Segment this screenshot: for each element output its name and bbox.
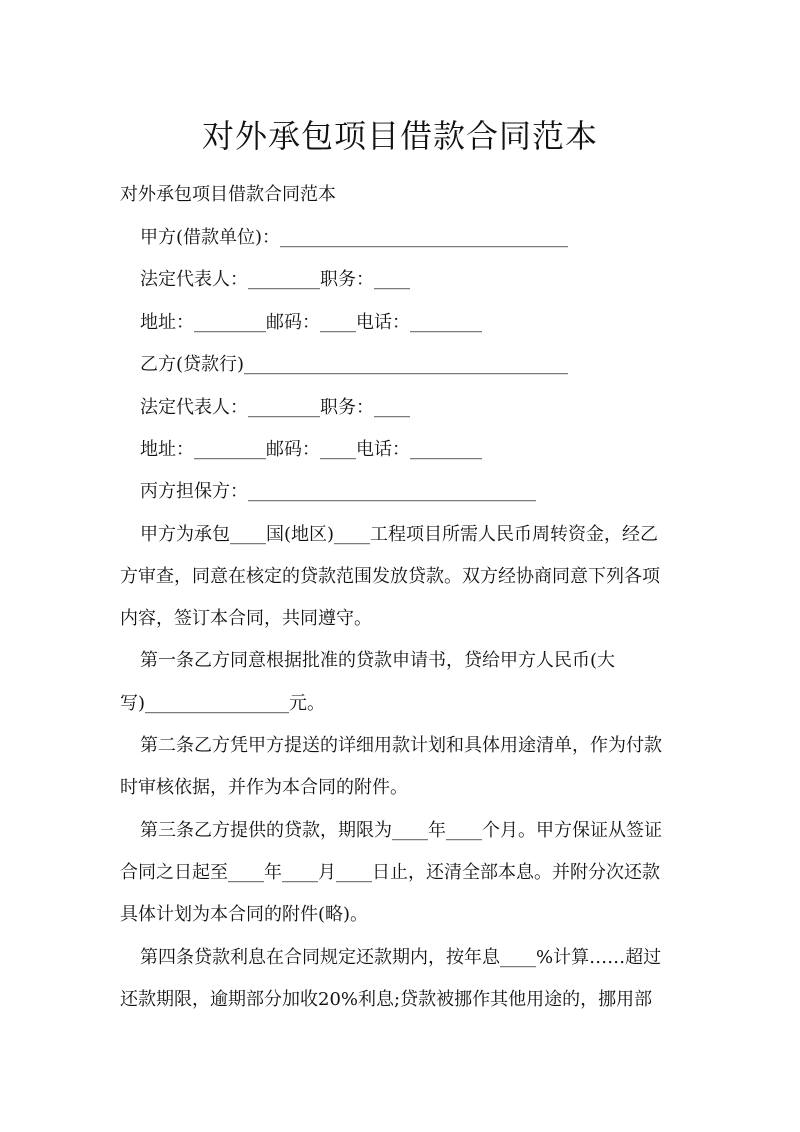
party-a-line: 甲方(借款单位)：________________________________	[140, 227, 569, 248]
party-b-address: 地址：________邮码：____电话：________	[140, 439, 482, 460]
party-a-representative: 法定代表人：________职务：____	[140, 269, 410, 290]
article-2-line: 第二条乙方凭甲方提送的详细用款计划和具体用途清单，作为付款	[140, 735, 662, 756]
party-b-line: 乙方(贷款行)____________________________________	[140, 354, 569, 375]
preamble-line: 方审查，同意在核定的贷款范围发放贷款。双方经协商同意下列各项	[120, 566, 660, 587]
party-c-guarantor: 丙方担保方：________________________________	[140, 481, 536, 502]
article-1-line: 第一条乙方同意根据批准的贷款申请书，贷给甲方人民币(大	[140, 650, 616, 671]
article-4-line: 第四条贷款利息在合同规定还款期内，按年息____%计算……超过	[140, 947, 662, 968]
preamble-line: 甲方为承包____国(地区)____工程项目所需人民币周转资金，经乙	[140, 524, 659, 545]
article-3-line: 具体计划为本合同的附件(略)。	[120, 904, 369, 925]
article-1-line: 写)________________元。	[120, 693, 326, 714]
article-4-line: 还款期限，逾期部分加收20%利息;贷款被挪作其他用途的，挪用部	[120, 989, 653, 1010]
preamble-line: 内容，签订本合同，共同遵守。	[120, 608, 372, 629]
party-b-representative: 法定代表人：________职务：____	[140, 397, 410, 418]
party-a-address: 地址：________邮码：____电话：________	[140, 312, 482, 333]
article-3-line: 合同之日起至____年____月____日止，还清全部本息。并附分次还款	[120, 862, 660, 883]
article-3-line: 第三条乙方提供的贷款，期限为____年____个月。甲方保证从签证	[140, 820, 662, 841]
article-2-line: 时审核依据，并作为本合同的附件。	[120, 777, 408, 798]
document-subtitle: 对外承包项目借款合同范本	[120, 184, 336, 205]
document-title: 对外承包项目借款合同范本	[201, 117, 598, 155]
